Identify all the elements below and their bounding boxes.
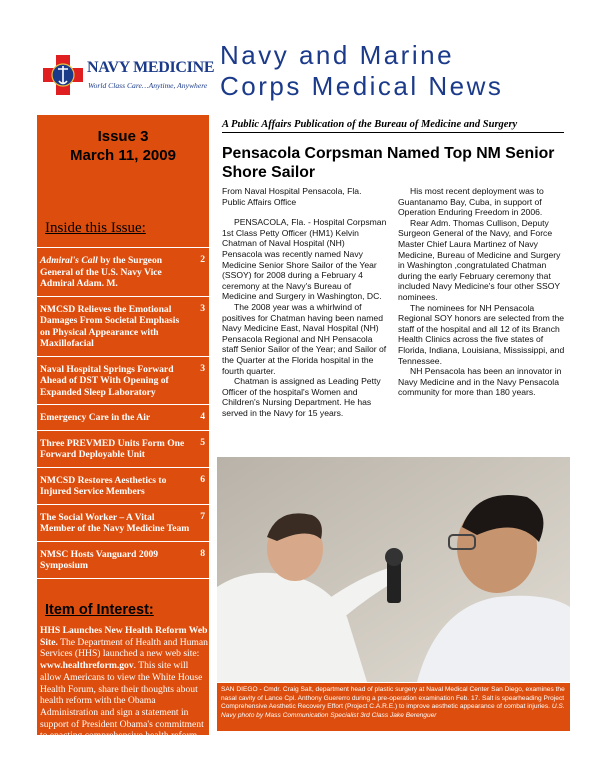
toc-item[interactable] bbox=[37, 504, 209, 541]
article-headline: Pensacola Corpsman Named Top NM Senior Shore Sailor bbox=[222, 145, 555, 181]
exam-photo-illustration bbox=[217, 457, 570, 682]
issue-date: March 11, 2009 bbox=[70, 147, 176, 164]
sidebar bbox=[37, 37, 215, 754]
toc-item-page: 3 bbox=[200, 302, 205, 314]
interest-body-2: . This site will allow Americans to view the White House Health Forum, share their thoughts about health reform with the Obama Administration and sign a statement in support of President Obama's commitment to enacting comprehensive health reform this year. bbox=[40, 660, 204, 754]
toc-item-label: The Social Worker – A Vital Member of the Navy Medicine Team bbox=[40, 511, 190, 534]
article-column-2 bbox=[398, 186, 568, 398]
navy-medicine-emblem-icon bbox=[41, 53, 85, 97]
toc-item[interactable] bbox=[37, 467, 209, 504]
toc-item-page: 5 bbox=[200, 436, 205, 448]
toc-item[interactable] bbox=[37, 430, 209, 467]
toc-item-label: by the Surgeon General of the U.S. Navy Vice Admiral Adam. M. bbox=[40, 255, 163, 289]
issue-info bbox=[37, 127, 209, 165]
interest-url-link[interactable]: www.healthreform.gov bbox=[40, 660, 134, 672]
toc-item-label: NMSC Hosts Vanguard 2009 Symposium bbox=[40, 548, 159, 571]
item-of-interest-body bbox=[40, 625, 208, 754]
toc-item-label: Three PREVMED Units Form One Forward Deployable Unit bbox=[40, 437, 185, 460]
toc-item-page: 6 bbox=[200, 473, 205, 485]
toc-item-label: NMCSD Restores Aesthetics to Injured Service Members bbox=[40, 474, 167, 497]
inside-issue-title: Inside this Issue: bbox=[45, 220, 146, 236]
interest-body-1: The Department of Health and Human Services (HHS) launched a new web site: bbox=[40, 636, 208, 660]
toc-item-page: 4 bbox=[200, 411, 205, 422]
article-photo bbox=[217, 457, 570, 682]
paragraph-1: PENSACOLA, Fla. - Hospital Corpsman 1st Class Petty Officer (HM1) Kelvin Chatman of Naval Hospital (NH) Pensacola was recently named Navy Medicine Senior Shore Sailor of the Year (SSOY) for 2008 during a February 4 ceremony at the Navy's Bureau of Medicine and Surgery in Washington, DC. bbox=[222, 217, 387, 302]
caption-credit: U.S. Navy photo by Mass Communication Specialist 3rd Class Jake Berenguer bbox=[221, 703, 565, 719]
item-of-interest-title: Item of Interest: bbox=[45, 602, 154, 618]
paragraph-4: His most recent deployment was to Guantanamo Bay, Cuba, in support of Operation Enduring Freedom in 2006. bbox=[398, 186, 544, 218]
paragraph-2: The 2008 year was a whirlwind of positives for Chatman having been named Navy Medicine East, Naval Hospital (NH) Pensacola Regional and NH Pensacola staff Senior Sailor of the Year; and Sailor of the Quarter at the Florida hospital in the fourth quarter. bbox=[222, 301, 387, 376]
masthead-line-2: Corps Medical News bbox=[220, 71, 504, 101]
logo-subtitle: World Class Care…Anytime, Anywhere bbox=[88, 81, 208, 90]
photo-caption bbox=[217, 683, 570, 731]
toc-item-page: 2 bbox=[200, 254, 205, 265]
byline-2: Public Affairs Office bbox=[222, 196, 297, 207]
paragraph-5: Rear Adm. Thomas Cullison, Deputy Surgeon General of the Navy, and Force Master Chief Laura Martinez of Navy Medicine, Bureau of Medicine and Surgery in Washington ,congratulated Chatman during the early February ceremony that included Navy Medicine's four other SSOY nominees. bbox=[398, 217, 561, 302]
article-column-1 bbox=[222, 186, 387, 418]
toc-item[interactable] bbox=[37, 247, 209, 296]
interest-lead: HHS Launches New Health Reform Web Site. bbox=[40, 625, 208, 648]
toc-item[interactable] bbox=[37, 541, 209, 579]
toc-item-label: NMCSD Relieves the Emotional Damages From Societal Emphasis on Physical Appearance with Maxillofacial bbox=[40, 303, 180, 349]
caption-text: SAN DIEGO - Cmdr. Craig Salt, department head of plastic surgery at Naval Medical Center San Diego, examines the nasal cavity of Lance Cpl. Anthony Guererro during a pre-operation examination Feb. 17. Salt is spearheading Project Comprehensive Aesthetic Recovery Effort (Project C.A.R.E.) to improve aesthetic appearance of combat injuries. bbox=[221, 686, 565, 711]
toc-item-lead: Admiral's Call bbox=[40, 255, 98, 266]
toc-item-label: Emergency Care in the Air bbox=[40, 412, 151, 423]
logo-title: NAVY MEDICINE bbox=[87, 59, 215, 76]
toc-item-page: 7 bbox=[200, 510, 205, 522]
paragraph-7: NH Pensacola has been an innovator in Navy Medicine and in the Navy Pensacola community for more than 180 years. bbox=[398, 366, 562, 398]
table-of-contents bbox=[37, 247, 209, 579]
toc-item[interactable] bbox=[37, 296, 209, 356]
toc-item-label: Naval Hospital Springs Forward Ahead of DST With Opening of Expanded Sleep Laboratory bbox=[40, 363, 174, 398]
toc-item-page: 3 bbox=[200, 362, 205, 374]
masthead-line-1: Navy and Marine bbox=[220, 40, 455, 70]
toc-item[interactable] bbox=[37, 404, 209, 430]
toc-item-page: 8 bbox=[200, 547, 205, 559]
toc-item[interactable] bbox=[37, 356, 209, 405]
issue-number: Issue 3 bbox=[97, 128, 149, 145]
paragraph-6: The nominees for NH Pensacola Regional SOY honors are selected from the staff of the hospital and all 12 of its Branch Health Clinics across the five states of Florida, Indiana, Louisiana, Mississippi, and Tennessee. bbox=[398, 302, 565, 366]
paragraph-3: Chatman is assigned as Leading Petty Officer of the hospital's Women and Children's Nursing Department. He has served in the Navy for 15 years. bbox=[222, 376, 381, 418]
logo bbox=[37, 37, 215, 115]
byline-1: From Naval Hospital Pensacola, Fla. bbox=[222, 186, 362, 196]
masthead bbox=[220, 40, 560, 102]
tagline: A Public Affairs Publication of the Bureau of Medicine and Surgery bbox=[222, 119, 564, 133]
